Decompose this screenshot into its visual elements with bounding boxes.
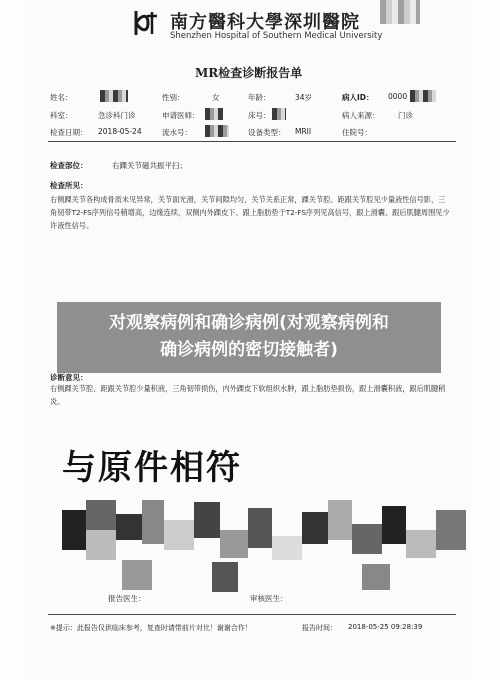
divider (48, 141, 456, 142)
hospital-logo-icon (130, 8, 160, 38)
exam-part-value: 右踝关节磁共振平扫； (112, 161, 187, 170)
name-label: 姓名： (50, 93, 73, 102)
certified-copy-stamp: 与原件相符 (62, 448, 242, 488)
source-label: 病人来源： (342, 111, 380, 120)
redacted-bed (272, 108, 286, 120)
dept-label: 科室： (50, 111, 73, 120)
diagnosis-text: 右侧踝关节腔、距跟关节腔少量积液，三角韧带损伤，内外踝皮下软组织水肿，跟上脂肪垫损伤，跟上滑囊积液，跟后肌腱稍炎。 (50, 384, 446, 406)
redacted-seal-mosaic (62, 500, 472, 600)
exam-part-label: 检查部位： (50, 161, 88, 170)
sex-value: 女 (212, 93, 220, 102)
redacted-id (410, 90, 436, 102)
report-time-label: 报告时间： (302, 624, 337, 632)
redacted-name (100, 90, 128, 102)
banner-title (57, 310, 441, 364)
device-value: MRII (295, 127, 312, 136)
redacted-mosaic (380, 0, 420, 24)
reporter-label: 报告医生： (108, 594, 146, 603)
findings-label: 检查所见： (50, 181, 88, 190)
redacted-flow (205, 125, 229, 137)
date-label: 检查日期： (50, 128, 88, 137)
doctor-label: 申请医师： (162, 111, 200, 120)
flow-label: 流水号： (162, 128, 192, 137)
findings-text: 右侧踝关节各构成骨质未见异常，关节面光滑，关节间隙均匀，关节关系正常，踝关节腔、距跟关节腔见少量液性信号影，三角韧带T2-FS序列信号稍增高，边缘连续，双侧内外踝皮下、跟上脂肪垫于T2-FS序列见高信号，跟上滑囊、跟后肌腱周围见少许液性信号。 (50, 195, 450, 230)
report-title: MR检查诊断报告单 (195, 66, 303, 80)
patient-id-value: 0000 (388, 92, 408, 101)
footer-divider (48, 614, 456, 615)
banner-line-1: 对观察病例和确诊病例(对观察病例和 (109, 313, 389, 333)
device-label: 设备类型： (248, 128, 286, 137)
disclaimer-note: ※提示：此报告仅供临床参考，复查时请带前片对比！谢谢合作！ (50, 624, 252, 632)
date-value: 2018-05-24 (98, 127, 142, 136)
title-overlay-banner (57, 302, 441, 373)
patient-id-label: 病人ID： (342, 93, 374, 102)
redacted-doctor (205, 108, 223, 120)
sex-label: 性别： (162, 93, 185, 102)
age-label: 年龄： (248, 93, 271, 102)
hospital-name-cn: 南方醫科大學深圳醫院 (170, 12, 360, 33)
age-value: 34岁 (295, 93, 313, 102)
dept-value: 急诊科门诊 (98, 111, 136, 120)
hospital-name-en: Shenzhen Hospital of Southern Medical University (170, 31, 383, 41)
reviewer-label: 审核医生： (250, 594, 288, 603)
inpatient-label: 住院号： (342, 128, 372, 137)
bed-label: 床号： (248, 111, 271, 120)
diagnosis-label: 诊断意见： (50, 373, 88, 382)
banner-line-2: 确诊病例的密切接触者) (160, 340, 338, 360)
source-value: 门诊 (398, 111, 413, 120)
report-time-value: 2018-05-25 09:28:39 (348, 623, 423, 631)
